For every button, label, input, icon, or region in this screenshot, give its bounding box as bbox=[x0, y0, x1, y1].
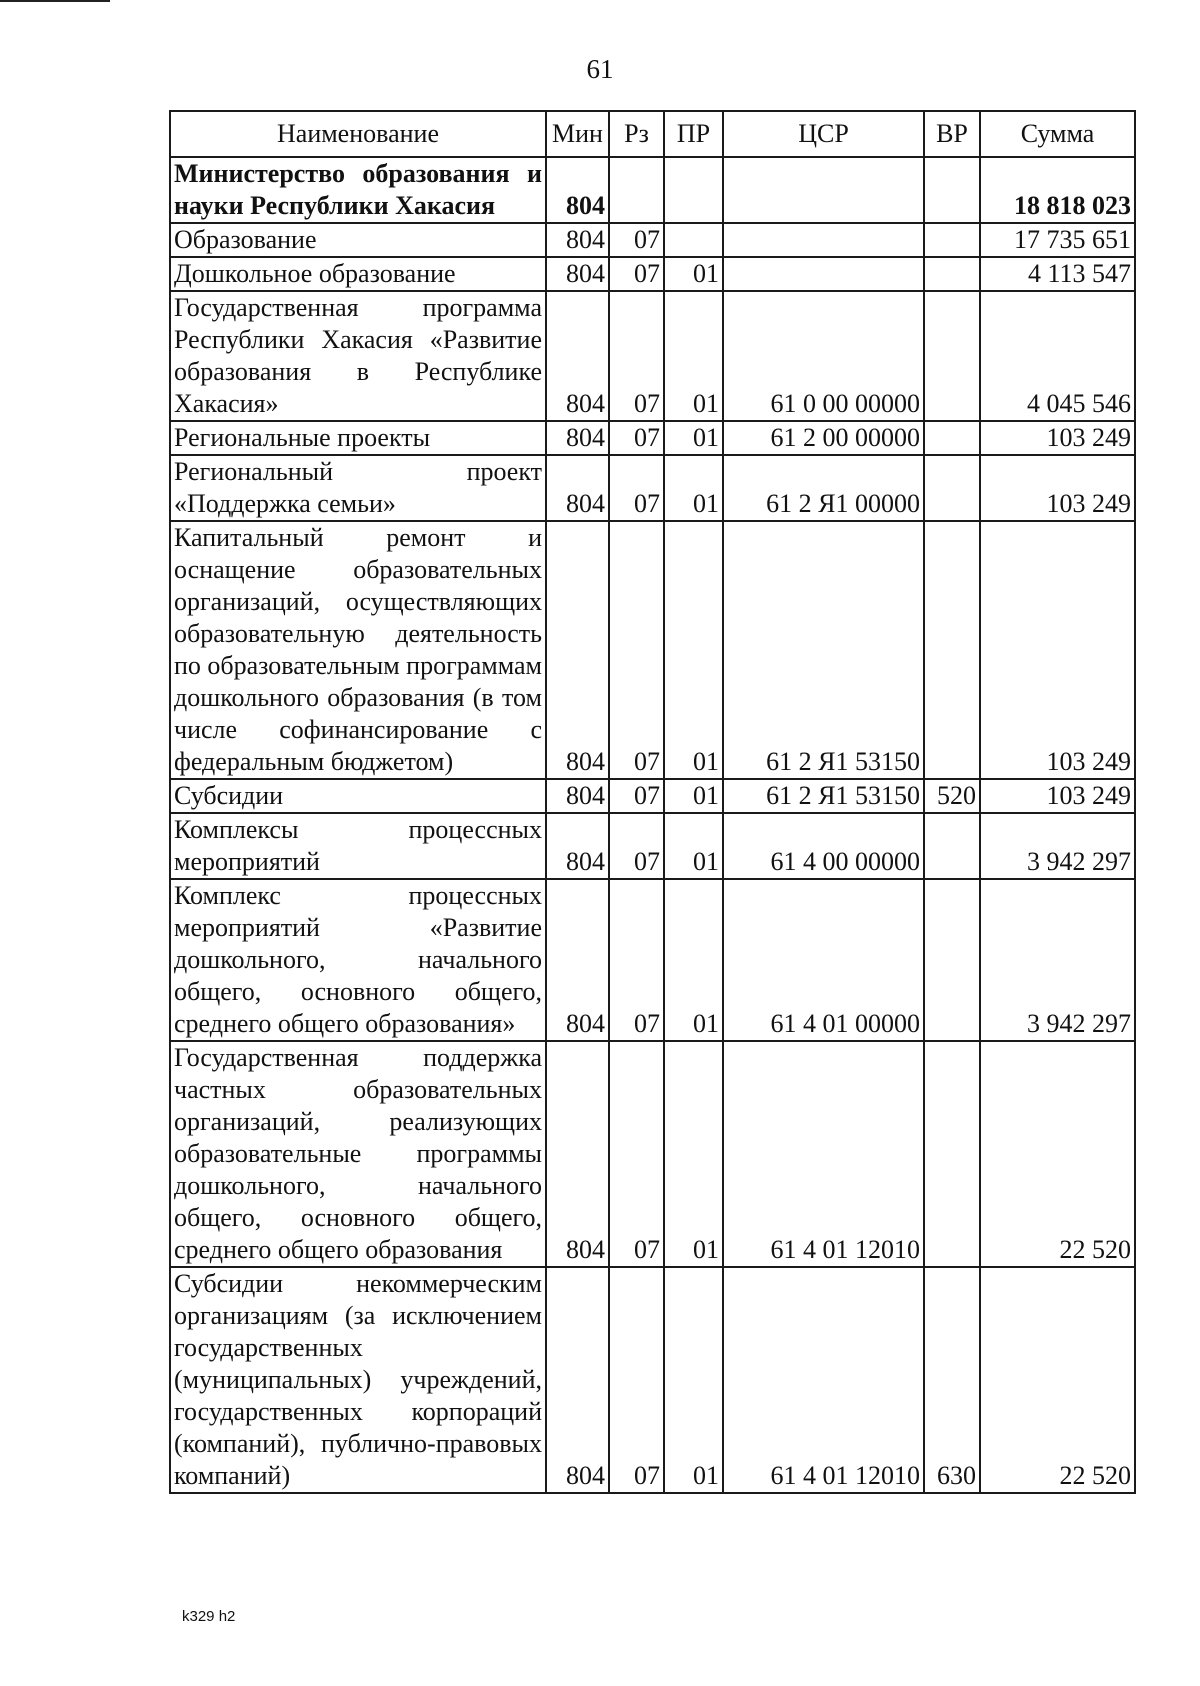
table-row bbox=[170, 879, 1135, 1041]
cell-rz: 07 bbox=[609, 1041, 664, 1267]
cell-min: 804 bbox=[546, 291, 609, 421]
cell-sum: 22 520 bbox=[980, 1041, 1135, 1267]
cell-rz: 07 bbox=[609, 257, 664, 291]
header-vr: ВР bbox=[924, 111, 980, 157]
cell-min: 804 bbox=[546, 1267, 609, 1493]
cell-name: Региональный проект «Поддержка семьи» bbox=[170, 455, 546, 521]
cell-csr: 61 4 01 12010 bbox=[723, 1041, 924, 1267]
cell-pr: 01 bbox=[664, 813, 723, 879]
page-number: 61 bbox=[586, 54, 614, 84]
table-row bbox=[170, 257, 1135, 291]
cell-sum: 18 818 023 bbox=[980, 157, 1135, 223]
header-csr: ЦСР bbox=[723, 111, 924, 157]
table-row bbox=[170, 1267, 1135, 1493]
cell-sum: 103 249 bbox=[980, 779, 1135, 813]
cell-csr bbox=[723, 223, 924, 257]
cell-vr bbox=[924, 257, 980, 291]
cell-pr: 01 bbox=[664, 1041, 723, 1267]
cell-vr bbox=[924, 421, 980, 455]
header-rz: Рз bbox=[609, 111, 664, 157]
cell-vr bbox=[924, 157, 980, 223]
cell-rz: 07 bbox=[609, 879, 664, 1041]
table-body bbox=[170, 157, 1135, 1493]
cell-pr: 01 bbox=[664, 421, 723, 455]
cell-name: Субсидии некоммерческим организациям (за исключением государственных (муниципальных) учреждений, государственных корпораций (компаний), публично-правовых компаний) bbox=[170, 1267, 546, 1493]
cell-csr: 61 4 01 12010 bbox=[723, 1267, 924, 1493]
cell-sum: 103 249 bbox=[980, 455, 1135, 521]
cell-min: 804 bbox=[546, 879, 609, 1041]
table-row bbox=[170, 779, 1135, 813]
header-sum: Сумма bbox=[980, 111, 1135, 157]
header-name: Наименование bbox=[170, 111, 546, 157]
cell-rz: 07 bbox=[609, 779, 664, 813]
cell-csr: 61 2 Я1 53150 bbox=[723, 521, 924, 779]
cell-name: Капитальный ремонт и оснащение образовательных организаций, осуществляющих образовательную деятельность по образовательным программам дошкольного образования (в том числе софинансирование с федеральным бюджетом) bbox=[170, 521, 546, 779]
cell-name: Комплекс процессных мероприятий «Развитие дошкольного, начального общего, основного общего, среднего общего образования» bbox=[170, 879, 546, 1041]
cell-min: 804 bbox=[546, 521, 609, 779]
cell-rz: 07 bbox=[609, 223, 664, 257]
footer-code: k329 h2 bbox=[182, 1608, 236, 1625]
scan-edge-mark bbox=[0, 0, 110, 2]
cell-sum: 4 113 547 bbox=[980, 257, 1135, 291]
cell-csr bbox=[723, 257, 924, 291]
cell-vr bbox=[924, 291, 980, 421]
table-row bbox=[170, 223, 1135, 257]
cell-vr bbox=[924, 1041, 980, 1267]
cell-name: Региональные проекты bbox=[170, 421, 546, 455]
cell-vr: 520 bbox=[924, 779, 980, 813]
cell-rz bbox=[609, 157, 664, 223]
table-row bbox=[170, 1041, 1135, 1267]
cell-vr: 630 bbox=[924, 1267, 980, 1493]
cell-pr: 01 bbox=[664, 879, 723, 1041]
cell-rz: 07 bbox=[609, 1267, 664, 1493]
table-header-row bbox=[170, 111, 1135, 157]
cell-name: Министерство образования и науки Республики Хакасия bbox=[170, 157, 546, 223]
header-min: Мин bbox=[546, 111, 609, 157]
table-row bbox=[170, 157, 1135, 223]
cell-pr bbox=[664, 157, 723, 223]
cell-csr: 61 2 00 00000 bbox=[723, 421, 924, 455]
cell-csr bbox=[723, 157, 924, 223]
cell-sum: 4 045 546 bbox=[980, 291, 1135, 421]
cell-rz: 07 bbox=[609, 291, 664, 421]
cell-sum: 3 942 297 bbox=[980, 813, 1135, 879]
table-row bbox=[170, 813, 1135, 879]
cell-rz: 07 bbox=[609, 455, 664, 521]
cell-pr: 01 bbox=[664, 455, 723, 521]
cell-sum: 17 735 651 bbox=[980, 223, 1135, 257]
cell-vr bbox=[924, 521, 980, 779]
cell-min: 804 bbox=[546, 223, 609, 257]
cell-name: Государственная поддержка частных образовательных организаций, реализующих образовательные программы дошкольного, начального общего, основного общего, среднего общего образования bbox=[170, 1041, 546, 1267]
table-row bbox=[170, 291, 1135, 421]
cell-pr bbox=[664, 223, 723, 257]
cell-pr: 01 bbox=[664, 1267, 723, 1493]
cell-min: 804 bbox=[546, 257, 609, 291]
cell-min: 804 bbox=[546, 1041, 609, 1267]
cell-sum: 103 249 bbox=[980, 521, 1135, 779]
cell-rz: 07 bbox=[609, 421, 664, 455]
cell-min: 804 bbox=[546, 157, 609, 223]
cell-min: 804 bbox=[546, 421, 609, 455]
cell-min: 804 bbox=[546, 779, 609, 813]
cell-sum: 3 942 297 bbox=[980, 879, 1135, 1041]
cell-min: 804 bbox=[546, 813, 609, 879]
cell-name: Субсидии bbox=[170, 779, 546, 813]
cell-min: 804 bbox=[546, 455, 609, 521]
cell-name: Государственная программа Республики Хакасия «Развитие образования в Республике Хакасия» bbox=[170, 291, 546, 421]
cell-csr: 61 4 01 00000 bbox=[723, 879, 924, 1041]
table-row bbox=[170, 455, 1135, 521]
cell-vr bbox=[924, 223, 980, 257]
cell-name: Дошкольное образование bbox=[170, 257, 546, 291]
header-pr: ПР bbox=[664, 111, 723, 157]
cell-name: Комплексы процессных мероприятий bbox=[170, 813, 546, 879]
cell-pr: 01 bbox=[664, 291, 723, 421]
cell-sum: 22 520 bbox=[980, 1267, 1135, 1493]
cell-name: Образование bbox=[170, 223, 546, 257]
table-row bbox=[170, 521, 1135, 779]
cell-vr bbox=[924, 813, 980, 879]
cell-rz: 07 bbox=[609, 521, 664, 779]
cell-sum: 103 249 bbox=[980, 421, 1135, 455]
table-row bbox=[170, 421, 1135, 455]
cell-pr: 01 bbox=[664, 779, 723, 813]
cell-vr bbox=[924, 879, 980, 1041]
cell-vr bbox=[924, 455, 980, 521]
cell-csr: 61 2 Я1 53150 bbox=[723, 779, 924, 813]
cell-pr: 01 bbox=[664, 257, 723, 291]
cell-pr: 01 bbox=[664, 521, 723, 779]
cell-rz: 07 bbox=[609, 813, 664, 879]
cell-csr: 61 2 Я1 00000 bbox=[723, 455, 924, 521]
cell-csr: 61 4 00 00000 bbox=[723, 813, 924, 879]
budget-table bbox=[169, 110, 1136, 1494]
cell-csr: 61 0 00 00000 bbox=[723, 291, 924, 421]
